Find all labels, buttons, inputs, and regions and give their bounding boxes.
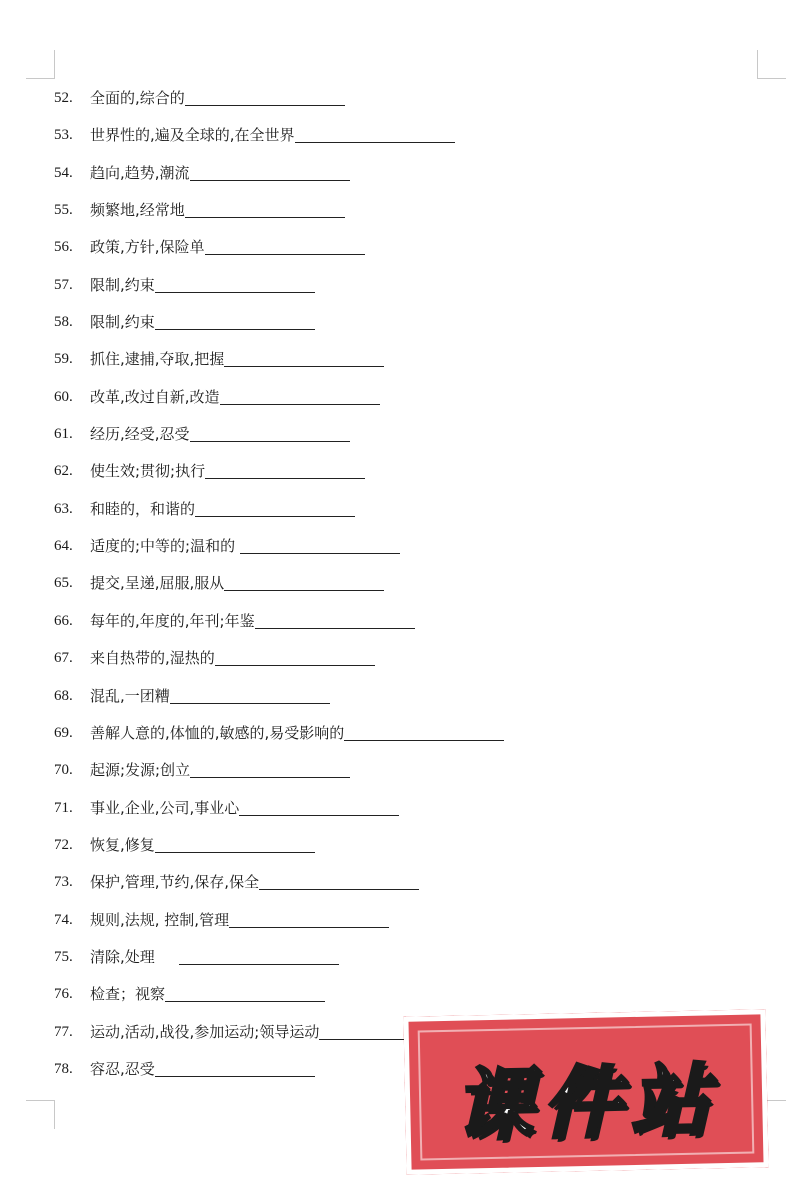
answer-blank[interactable] (295, 123, 455, 143)
list-item (54, 235, 754, 272)
item-number: 68. (54, 687, 73, 704)
list-item (54, 870, 754, 907)
answer-blank[interactable] (195, 497, 355, 517)
list-item (54, 609, 754, 646)
item-definition: 来自热带的,湿热的 (90, 649, 215, 668)
list-item (54, 347, 754, 384)
item-number: 52. (54, 90, 73, 106)
answer-blank[interactable] (190, 161, 350, 181)
item-number: 61. (54, 426, 73, 443)
watermark-stamp (403, 1009, 768, 1175)
answer-blank[interactable] (205, 235, 365, 255)
item-number: 57. (54, 276, 73, 293)
item-definition: 清除,处理 (90, 947, 179, 966)
item-number: 74. (54, 911, 73, 928)
item-definition: 抓住,逮捕,夺取,把握 (90, 350, 225, 369)
item-definition: 改革,改过自新,改造 (90, 387, 220, 406)
item-definition: 经历,经受,忍受 (90, 425, 190, 444)
item-definition: 限制,约束 (90, 275, 155, 294)
item-definition: 运动,活动,战役,参加运动;领导运动 (90, 1022, 320, 1041)
item-definition: 检查；视察 (90, 985, 166, 1004)
list-item (54, 161, 754, 198)
list-item (54, 721, 754, 758)
crop-mark-top-right (757, 50, 786, 79)
list-item (54, 385, 754, 422)
answer-blank[interactable] (255, 609, 415, 629)
list-item (54, 459, 754, 496)
item-number: 62. (54, 463, 73, 480)
item-number: 60. (54, 388, 73, 405)
item-number: 63. (54, 500, 73, 517)
item-definition: 和睦的，和谐的 (90, 499, 196, 518)
item-definition: 混乱,一团糟 (90, 686, 170, 705)
answer-blank[interactable] (239, 796, 399, 816)
answer-blank[interactable] (155, 273, 315, 293)
item-definition: 起源;发源;创立 (90, 761, 191, 780)
answer-blank[interactable] (190, 758, 350, 778)
answer-blank[interactable] (224, 347, 384, 367)
answer-blank[interactable] (229, 908, 389, 928)
answer-blank[interactable] (165, 982, 325, 1002)
item-definition: 全面的,综合的 (90, 89, 185, 107)
list-item (54, 571, 754, 608)
list-item (54, 758, 754, 795)
answer-blank[interactable] (205, 459, 365, 479)
list-item (54, 422, 754, 459)
answer-blank[interactable] (190, 422, 350, 442)
item-definition: 频繁地,经常地 (90, 201, 185, 220)
answer-blank[interactable] (240, 534, 400, 554)
answer-blank[interactable] (215, 646, 375, 666)
list-item (54, 198, 754, 235)
item-definition: 保护,管理,节约,保存,保全 (90, 873, 260, 892)
item-number: 75. (54, 948, 73, 965)
answer-blank[interactable] (185, 198, 345, 218)
item-definition: 使生效;贯彻;执行 (90, 462, 206, 481)
item-number: 71. (54, 799, 73, 816)
item-definition: 适度的;中等的;温和的 (90, 537, 240, 556)
item-number: 76. (54, 986, 73, 1003)
item-definition: 恢复,修复 (90, 835, 155, 854)
item-number: 73. (54, 874, 73, 891)
answer-blank[interactable] (259, 870, 419, 890)
list-item (54, 497, 754, 534)
item-number: 58. (54, 314, 73, 331)
watermark-text: 课件站 (453, 1056, 720, 1152)
crop-mark-bottom-left (26, 1100, 55, 1129)
list-item (54, 646, 754, 683)
item-number: 78. (54, 1060, 73, 1077)
item-number: 55. (54, 202, 73, 219)
answer-blank[interactable] (185, 86, 345, 106)
list-item (54, 310, 754, 347)
answer-blank[interactable] (155, 1057, 315, 1077)
list-item (54, 684, 754, 721)
answer-blank[interactable] (170, 684, 330, 704)
item-definition: 事业,企业,公司,事业心 (90, 798, 240, 817)
item-definition: 容忍,忍受 (90, 1059, 155, 1078)
item-number: 65. (54, 575, 73, 592)
list-item (54, 833, 754, 870)
item-number: 77. (54, 1023, 73, 1040)
item-definition: 规则,法规, 控制,管理 (90, 910, 230, 929)
list-item (54, 273, 754, 310)
item-definition: 政策,方针,保险单 (90, 238, 205, 257)
item-number: 66. (54, 612, 73, 629)
item-definition: 提交,呈递,屈服,服从 (90, 574, 225, 593)
answer-blank[interactable] (224, 571, 384, 591)
list-item (54, 796, 754, 833)
vocabulary-list (54, 86, 754, 1094)
item-number: 54. (54, 164, 73, 181)
item-number: 56. (54, 239, 73, 256)
list-item (54, 908, 754, 945)
item-number: 72. (54, 836, 73, 853)
answer-blank[interactable] (179, 945, 339, 965)
item-number: 59. (54, 351, 73, 368)
item-number: 69. (54, 724, 73, 741)
item-number: 64. (54, 538, 73, 555)
list-item (54, 534, 754, 571)
item-definition: 趋向,趋势,潮流 (90, 163, 190, 182)
list-item (54, 945, 754, 982)
item-number: 53. (54, 127, 73, 144)
answer-blank[interactable] (155, 310, 315, 330)
item-number: 67. (54, 650, 73, 667)
item-definition: 限制,约束 (90, 313, 155, 332)
answer-blank[interactable] (220, 385, 380, 405)
list-item (54, 86, 754, 123)
crop-mark-top-left (26, 50, 55, 79)
item-number: 70. (54, 762, 73, 779)
item-definition: 世界性的,遍及全球的,在全世界 (90, 126, 295, 145)
answer-blank[interactable] (155, 833, 315, 853)
list-item (54, 123, 754, 160)
item-definition: 善解人意的,体恤的,敏感的,易受影响的 (90, 723, 345, 742)
item-definition: 每年的,年度的,年刊;年鉴 (90, 611, 255, 630)
answer-blank[interactable] (344, 721, 504, 741)
